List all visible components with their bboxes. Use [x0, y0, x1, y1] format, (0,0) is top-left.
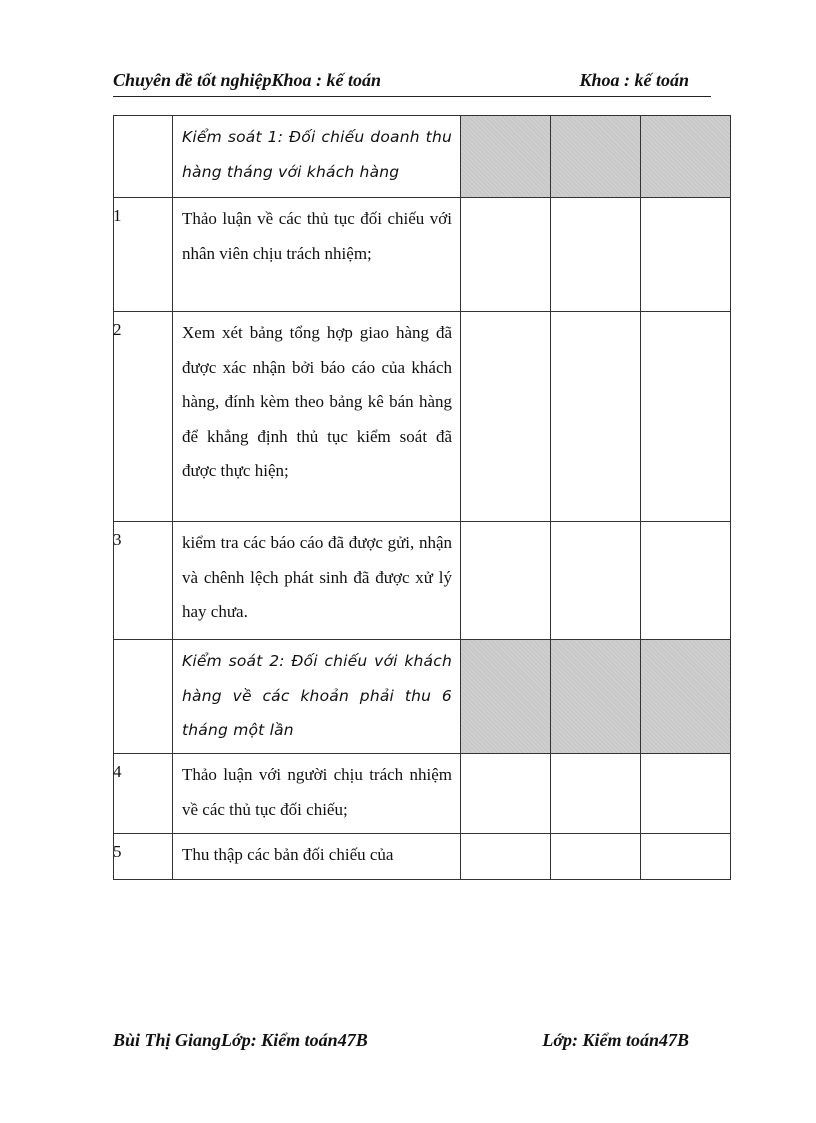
table-row	[114, 116, 731, 198]
row-number-cell	[114, 522, 173, 640]
empty-check-cell	[641, 116, 731, 198]
row-number-cell	[114, 834, 173, 880]
page-header	[113, 70, 711, 97]
row-number-cell	[114, 312, 173, 522]
row-number: 5	[113, 842, 122, 861]
row-number-cell	[114, 116, 173, 198]
empty-check-cell	[461, 522, 551, 640]
row-number: 2	[113, 320, 122, 339]
empty-check-cell	[461, 312, 551, 522]
header-left-text: Chuyên đề tốt nghiệpKhoa : kế toán	[113, 70, 382, 90]
row-number-cell	[114, 754, 173, 834]
page-footer	[113, 1030, 711, 1056]
empty-check-cell	[641, 312, 731, 522]
footer-left-text: Bùi Thị GiangLớp: Kiểm toán47B	[113, 1030, 368, 1050]
table-row	[114, 522, 731, 640]
empty-check-cell	[461, 754, 551, 834]
row-number	[113, 640, 172, 648]
empty-check-cell	[551, 522, 641, 640]
empty-check-cell	[551, 834, 641, 880]
row-number: 3	[113, 530, 122, 549]
row-number	[113, 116, 172, 124]
procedure-text-cell: Thảo luận với người chịu trách nhiệm về các thủ tục đối chiếu;	[173, 754, 461, 834]
procedure-text-cell: Xem xét bảng tổng hợp giao hàng đã được xác nhận bởi báo cáo của khách hàng, đính kèm theo bảng kê bán hàng để khẳng định thủ tục kiểm soát đã được thực hiện;	[173, 312, 461, 522]
procedure-text-cell: Thu thập các bản đối chiếu của	[173, 834, 461, 880]
row-number: 4	[113, 762, 122, 781]
row-number-cell	[114, 198, 173, 312]
empty-check-cell	[641, 754, 731, 834]
table-row	[114, 754, 731, 834]
empty-check-cell	[461, 640, 551, 754]
empty-check-cell	[461, 198, 551, 312]
empty-check-cell	[641, 640, 731, 754]
empty-check-cell	[551, 198, 641, 312]
table-row	[114, 312, 731, 522]
table-row	[114, 640, 731, 754]
empty-check-cell	[551, 116, 641, 198]
row-number: 1	[113, 206, 122, 225]
empty-check-cell	[641, 198, 731, 312]
table-row	[114, 834, 731, 880]
control-heading-cell: Kiểm soát 1: Đối chiếu doanh thu hàng tháng với khách hàng	[173, 116, 461, 198]
procedure-text-cell: Thảo luận về các thủ tục đối chiếu với nhân viên chịu trách nhiệm;	[173, 198, 461, 312]
procedure-text-cell: kiểm tra các báo cáo đã được gửi, nhận và chênh lệch phát sinh đã được xử lý hay chưa.	[173, 522, 461, 640]
empty-check-cell	[641, 834, 731, 880]
empty-check-cell	[551, 640, 641, 754]
empty-check-cell	[551, 312, 641, 522]
audit-procedures-table	[113, 115, 731, 880]
empty-check-cell	[641, 522, 731, 640]
table-row	[114, 198, 731, 312]
control-heading-cell: Kiểm soát 2: Đối chiếu với khách hàng về các khoản phải thu 6 tháng một lần	[173, 640, 461, 754]
empty-check-cell	[461, 116, 551, 198]
empty-check-cell	[551, 754, 641, 834]
header-right-text: Khoa : kế toán	[579, 70, 689, 90]
empty-check-cell	[461, 834, 551, 880]
row-number-cell	[114, 640, 173, 754]
footer-right-text: Lớp: Kiểm toán47B	[542, 1030, 689, 1050]
